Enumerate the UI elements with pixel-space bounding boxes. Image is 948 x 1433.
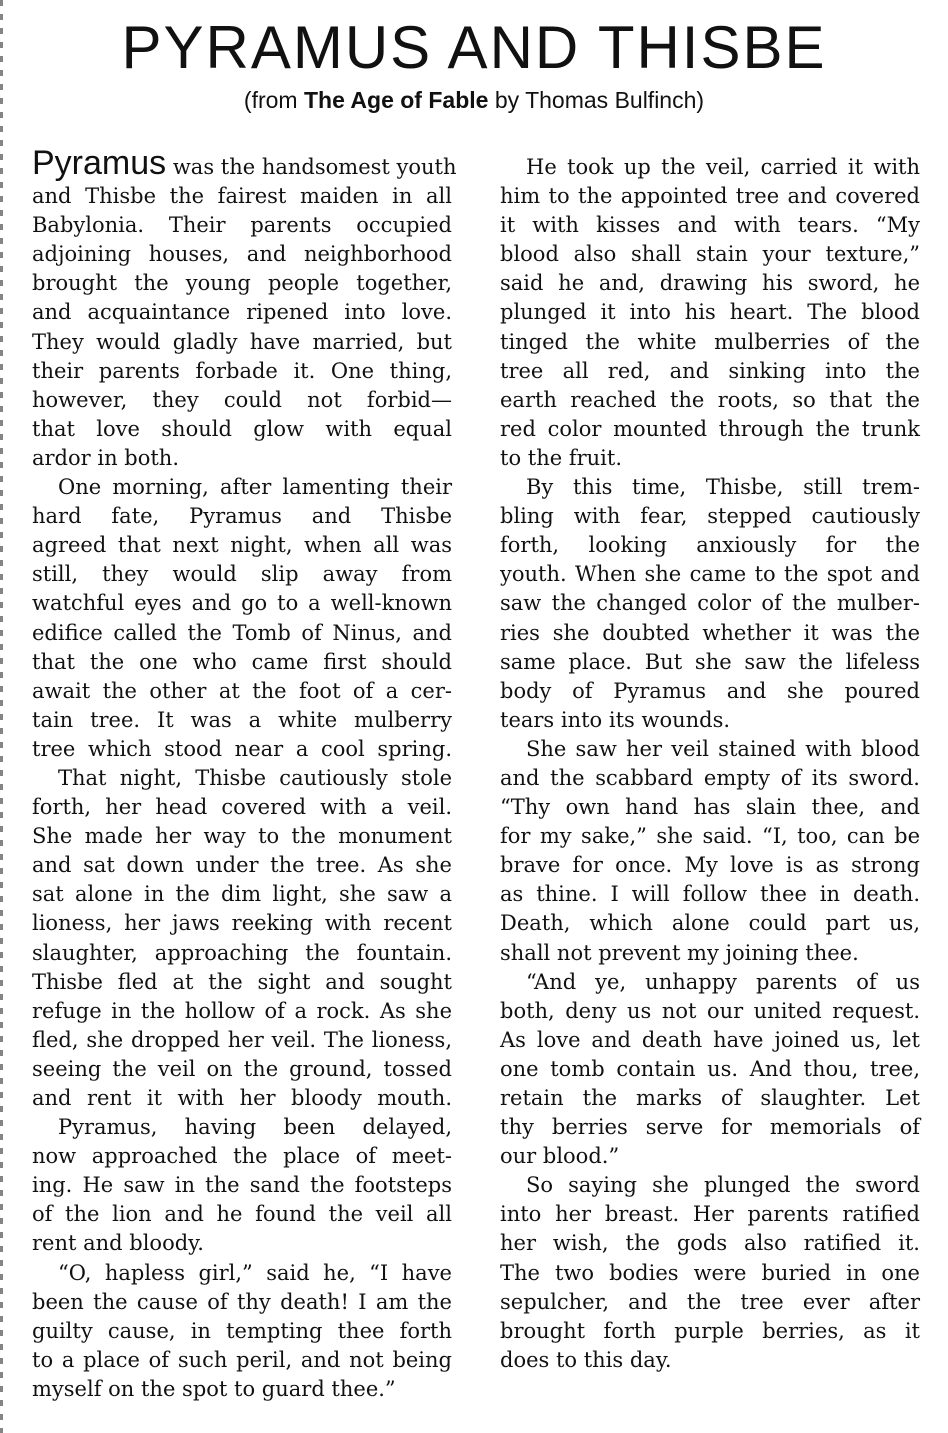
text-line: and sat down under the tree. As she (32, 853, 452, 878)
text-line: sat alone in the dim light, she saw a (32, 882, 452, 907)
text-line: and Thisbe the fairest maiden in all (32, 184, 452, 209)
text-line: forth, looking anxiously for the (500, 533, 920, 558)
text-line: been the cause of thy death! I am the (32, 1289, 452, 1314)
text-line: tree all red, and sinking into the (500, 358, 920, 383)
text-line: ardor in both. (32, 445, 179, 470)
text-line: brave for once. My love is as strong (500, 853, 920, 878)
text-line: saw the changed color of the mulber- (500, 591, 920, 616)
text-line: tinged the white mulberries of the (500, 329, 920, 354)
subtitle (0, 86, 948, 114)
text-line: body of Pyramus and she poured (500, 678, 920, 703)
text-line: Death, which alone could part us, (500, 911, 920, 936)
text-line: our blood.” (500, 1144, 620, 1169)
text-line: into her breast. Her parents ratified (500, 1202, 920, 1227)
text-line: to the fruit. (500, 445, 622, 470)
text-line: fled, she dropped her veil. The lioness, (32, 1027, 452, 1052)
text-line: does to this day. (500, 1347, 672, 1372)
text-line: plunged it into his heart. The blood (500, 300, 920, 325)
text-line: sepulcher, and the tree ever after (500, 1289, 920, 1314)
text-line: red color mounted through the trunk (500, 416, 920, 441)
text-line: same place. But she saw the lifeless (500, 649, 920, 674)
text-line: as thine. I will follow thee in death. (500, 882, 920, 907)
subtitle-source: The Age of Fable (303, 87, 489, 113)
page-edge-mark (0, 0, 3, 1433)
text-line: “Thy own hand has slain thee, and (500, 795, 920, 820)
text-line: and rent it with her bloody mouth. (32, 1086, 452, 1110)
text-line: shall not prevent my joining thee. (500, 940, 859, 965)
text-line: Pyramus, having been delayed, (58, 1115, 452, 1140)
text-line: youth. When she came to the spot and (500, 562, 920, 587)
text-line: and acquaintance ripened into love. (32, 300, 452, 325)
right-column (500, 153, 920, 1375)
text-line: thy berries serve for memorials of (500, 1115, 920, 1140)
drop-cap-word: Pyramus (32, 144, 167, 182)
text-line: They would gladly have married, but (32, 329, 452, 354)
text-line: myself on the spot to guard thee.” (32, 1376, 396, 1401)
text-line: The two bodies were buried in one (500, 1260, 920, 1285)
text-line: refuge in the hollow of a rock. As she (32, 998, 452, 1023)
text-line: ing. He saw in the sand the footsteps (32, 1173, 452, 1198)
text-line: By this time, Thisbe, still trem- (526, 475, 920, 500)
text-line: Babylonia. Their parents occupied (32, 213, 452, 238)
text-line: agreed that next night, when all was (32, 533, 452, 558)
text-line: He took up the veil, carried it with (526, 155, 920, 179)
text-line: brought the young people together, (32, 271, 452, 296)
text-line: await the other at the foot of a cer- (32, 678, 452, 703)
text-line (32, 144, 457, 182)
text-line: One morning, after lamenting their (58, 475, 452, 500)
text-line: now approached the place of meet- (32, 1144, 452, 1169)
text-line: blood also shall stain your texture,” (500, 242, 920, 267)
text-line: hard fate, Pyramus and Thisbe (32, 504, 452, 529)
text-line: their parents forbade it. One thing, (32, 358, 452, 383)
text-line: bling with fear, stepped cautiously (500, 504, 920, 529)
text-line: for my sake,” she said. “I, too, can be (500, 824, 920, 849)
text-line: retain the marks of slaughter. Let (500, 1086, 920, 1110)
text-line: guilty cause, in tempting thee forth (32, 1318, 452, 1343)
text-line: Thisbe fled at the sight and sought (32, 969, 452, 994)
text-line: edifice called the Tomb of Ninus, and (32, 620, 452, 645)
subtitle-suffix: by Thomas Bulfinch) (488, 87, 705, 113)
text-line: him to the appointed tree and covered (500, 184, 920, 209)
text-line: and the scabbard empty of its sword. (500, 765, 920, 790)
text-line: earth reached the roots, so that the (500, 387, 920, 412)
text-line: As love and death have joined us, let (500, 1027, 920, 1052)
text-line: her wish, the gods also ratified it. (500, 1231, 920, 1256)
text-line: tears into its wounds. (500, 707, 731, 732)
text-line-rest: was the handsomest youth (172, 155, 457, 179)
text-line: brought forth purple berries, as it (500, 1318, 920, 1343)
text-line: slaughter, approaching the fountain. (32, 940, 452, 965)
text-line: So saying she plunged the sword (526, 1173, 920, 1198)
text-line: seeing the veil on the ground, tossed (32, 1056, 452, 1081)
text-line: watchful eyes and go to a well-known (32, 591, 452, 616)
text-line: lioness, her jaws reeking with recent (32, 911, 452, 936)
text-line: She saw her veil stained with blood (526, 736, 920, 761)
text-line: still, they would slip away from (32, 562, 452, 587)
text-line: tain tree. It was a white mulberry (32, 707, 452, 732)
text-line: of the lion and he found the veil all (32, 1202, 452, 1227)
subtitle-prefix: (from (243, 87, 304, 113)
text-line: that love should glow with equal (32, 416, 452, 441)
text-line: tree which stood near a cool spring. (32, 736, 452, 761)
text-line: ries she doubted whether it was the (500, 620, 920, 645)
text-line: both, deny us not our united request. (500, 998, 920, 1023)
text-line: adjoining houses, and neighborhood (32, 242, 452, 267)
left-column (32, 144, 457, 1404)
text-line: forth, her head covered with a veil. (32, 795, 452, 820)
text-line: That night, Thisbe cautiously stole (58, 765, 452, 790)
page-title: PYRAMUS AND THISBE (121, 14, 827, 81)
text-line: “O, hapless girl,” said he, “I have (58, 1260, 452, 1285)
text-line: She made her way to the monument (32, 824, 452, 849)
text-line: said he and, drawing his sword, he (500, 271, 920, 296)
text-line: to a place of such peril, and not being (32, 1347, 452, 1372)
text-line: one tomb contain us. And thou, tree, (500, 1056, 920, 1081)
text-line: that the one who came first should (32, 649, 452, 674)
text-line: rent and bloody. (32, 1231, 204, 1256)
text-line: it with kisses and with tears. “My (500, 213, 920, 238)
text-line: however, they could not forbid— (32, 387, 452, 412)
text-line: “And ye, unhappy parents of us (526, 969, 920, 994)
